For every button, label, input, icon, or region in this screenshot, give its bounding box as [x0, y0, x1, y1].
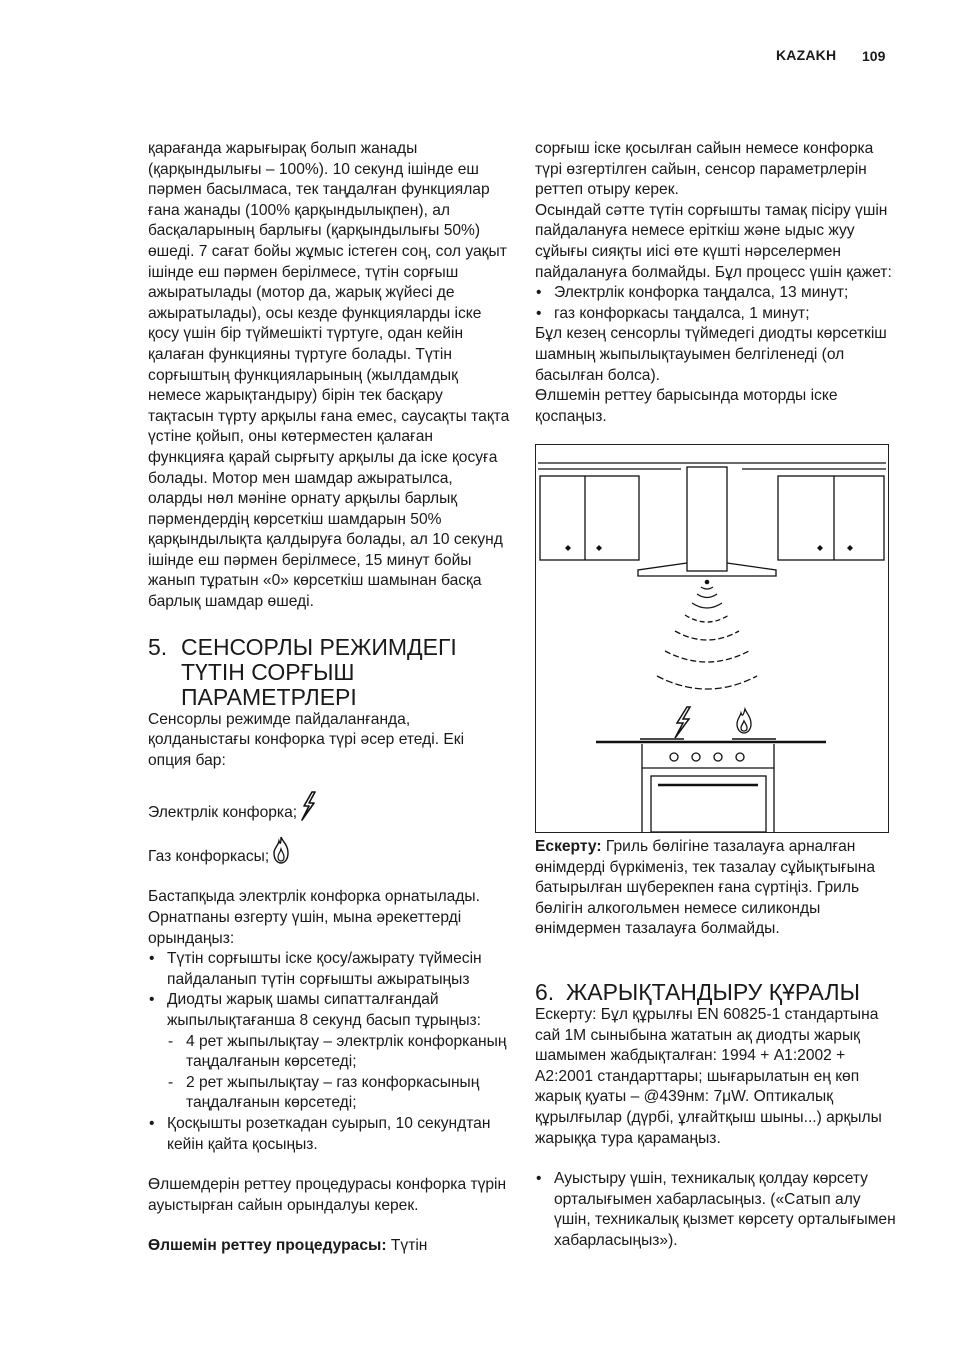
option-gas-label: Газ конфоркасы;	[148, 847, 270, 865]
intro-paragraph: қарағанда жарығырақ болып жанады (қарқындылығы – 100%). 10 секунд ішінде еш пәрмен басылмаса, тек таңдалған функциялар ғана жанады (100% қарқындылықпен), ал басқаларының барлығы (қарқындылығы 50%) өшеді. 7 сағат бойы жұмыс істеген соң, сол уақыт ішінде еш пәрмен берілмесе, түтін сорғыш ажыратылады (мотор да, жарық жүйесі де ажыратылады), осы кезде функцияларды іске қосу үшін бір түймешікті түртуге, одан кейін қалаған функцияны түртуге болады. Түтін сорғыштың функцияларының (жылдамдық немесе жарықтандыру) бірін тек басқару тақтасын түрту арқылы ғана емес, саусақты тақта үстіне қойып, оны көтерместен қалаған функцияға қарай сырғыту арқылы да іске қосуға болады. Мотор мен шамдар ажыратылса, оларды нөл мәніне орнату арқылы барлық пәрмендердің көрсеткіш шамдарын 50% қарқындылықта қалдыруға болады, ал 10 секунд ішінде еш пәрмен берілмесе, 15 минут бойы жанып тұратын «0» көрсеткіш шамынан басқа барлық шамдар өшеді.	[148, 140, 510, 611]
continuation-1: сорғыш іске қосылған сайын немесе конфорка түрі өзгертілген сайын, сенсор параметрлерін реттеп отыру керек.	[535, 140, 874, 199]
option-electric-label: Электрлік конфорка;	[148, 803, 298, 821]
section-6-number: 6.	[535, 978, 555, 1005]
flame-icon	[272, 835, 290, 865]
lightning-icon	[299, 791, 317, 821]
section-5-intro: Сенсорлы режимде пайдаланғанда, қолданыстағы конфорка түрі әсер етеді. Екі опция бар:	[148, 710, 465, 769]
left-column	[148, 139, 510, 1257]
calibration-note: Өлшемдерін реттеу процедурасы конфорка түрін ауыстырған сайын орындалуы керек.	[148, 1176, 507, 1214]
note-label: Ескерту:	[535, 838, 602, 855]
section-6-heading	[535, 980, 897, 1005]
list-item	[148, 990, 510, 1114]
language-label: KAZAKH	[776, 47, 837, 63]
procedure-start: Түтін	[390, 1237, 428, 1255]
option-electric	[148, 791, 510, 823]
replace-list	[535, 1169, 897, 1251]
list-item: • Түтін сорғышты іске қосу/ажырату түймесін пайдаланып түтін сорғышты ажыратыңыз	[148, 949, 510, 990]
list-item: • Қосқышты розеткадан суырып, 10 секундтан кейін қайта қосыңыз.	[148, 1114, 510, 1155]
list-item: • Ауыстыру үшін, техникалық қолдау көрсету орталығымен хабарласыңыз. («Сатып алу үшін, техникалық қызмет көрсету орталығымен хабарласыңыз»).	[535, 1169, 897, 1251]
note-paragraph	[535, 837, 897, 940]
kitchen-hood-diagram	[536, 445, 888, 832]
list-item: • Электрлік конфорка таңдалса, 13 минут;	[535, 283, 897, 304]
right-column-top	[535, 139, 897, 427]
continuation-3: Бұл кезең сенсорлы түймедегі диодты көрсеткіш шамның жыпылықтауымен белгіленеді (ол басылған болса).	[535, 325, 887, 384]
default-setting-text: Бастапқыда электрлік конфорка орнатылады. Орнатпаны өзгерту үшін, мына әрекеттерді орындаңыз:	[148, 888, 480, 947]
sub-list-item: - 4 рет жыпылықтау – электрлік конфорканың таңдалғанын көрсетеді;	[167, 1032, 510, 1073]
hood-illustration	[535, 444, 889, 833]
note-text: Гриль бөлігіне тазалауға арналған өнімдерді бүркіменіз, тек тазалау сұйықтығына батырылған шүберекпен ғана сүртіңіз. Гриль бөлігін алкогольмен немесе силиконды өнімдермен тазалауға болмайды.	[535, 838, 876, 938]
section-6-text: Ескерту: Бұл құрылғы EN 60825-1 стандартына сай 1М сыныбына жататын ақ диодты жарық шамымен жабдықталған: 1994 + A1:2002 + A2:2001 стандарттары; шығарылатын ең көп жарық қуаты – @439нм: 7μW. Оптикалық құрылғылар (дүрбі, ұлғайтқыш шыны...) арқылы жарыққа тура қарамаңыз.	[535, 1005, 882, 1147]
list-item-text: Диодты жарық шамы сипатталғандай жыпылықтағанша 8 секунд басып тұрыңыз:	[167, 991, 482, 1029]
sub-steps-list	[167, 1032, 510, 1114]
section-5-title: СЕНСОРЛЫ РЕЖИМДЕГІ ТҮТІН СОРҒЫШ ПАРАМЕТРЛЕРІ	[181, 633, 457, 710]
page-number: 109	[862, 48, 886, 64]
right-column-bottom	[535, 837, 897, 1252]
procedure-paragraph	[148, 1236, 510, 1257]
section-5-number: 5.	[148, 633, 168, 660]
procedure-label: Өлшемін реттеу процедурасы:	[148, 1237, 387, 1255]
option-gas	[148, 835, 510, 867]
sub-list-item: - 2 рет жыпылықтау – газ конфоркасының таңдалғанын көрсетеді;	[167, 1073, 510, 1114]
steps-list	[148, 949, 510, 1155]
section-6-title: ЖАРЫҚТАНДЫРУ ҚҰРАЛЫ	[566, 978, 860, 1005]
continuation-2: Осындай сәтте түтін сорғышты тамақ пісіру үшін пайдалануға немесе еріткіш және ыдыс жуу сұйығы сияқты иісі өте күшті нәрселермен пайдалануға болмайды. Бұл процесс үшін қажет:	[535, 201, 892, 281]
section-5-heading	[148, 635, 510, 710]
times-list	[535, 283, 897, 324]
list-item: • газ конфоркасы таңдалса, 1 минут;	[535, 304, 897, 325]
continuation-4: Өлшемін реттеу барысында моторды іске қоспаңыз.	[535, 387, 838, 425]
